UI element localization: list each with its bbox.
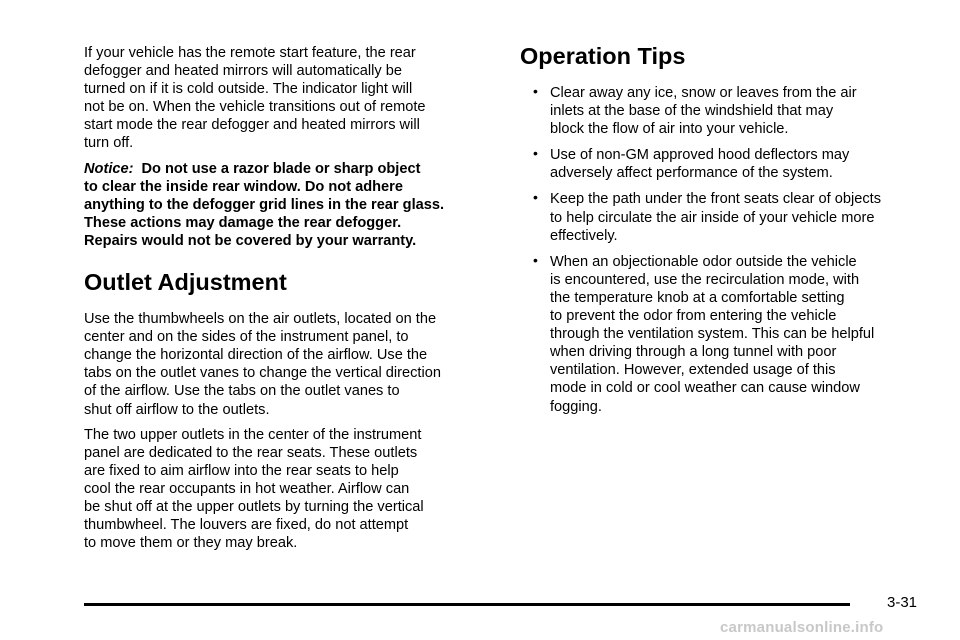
tip-text: Use of non-GM approved hood deflectors may adversely affect performance of the system. bbox=[550, 147, 850, 182]
bullet-icon: • bbox=[533, 145, 538, 162]
operation-tips-heading: Operation Tips bbox=[520, 43, 686, 69]
list-item bbox=[520, 146, 930, 182]
outlet-paragraph-1: Use the thumbwheels on the air outlets, located on the center and on the sides of the instrument panel, to change the horizontal direction of the airflow. Use the tabs on the outlet vanes to change the vertical direction of the airflow. Use the tabs on the outlet vanes to shut off airflow to the outlets. bbox=[84, 311, 441, 418]
notice-label: Notice: bbox=[84, 160, 134, 177]
left-column bbox=[84, 44, 494, 559]
bullet-icon: • bbox=[533, 189, 538, 206]
tip-text: Keep the path under the front seats clear of objects to help circulate the air inside of your vehicle more effectively. bbox=[550, 191, 882, 244]
right-column bbox=[520, 42, 930, 424]
tips-list bbox=[520, 84, 930, 416]
bullet-icon: • bbox=[533, 83, 538, 99]
outlet-paragraph-2: The two upper outlets in the center of the instrument panel are dedicated to the rear seats. These outlets are fixed to aim airflow into the rear seats to help cool the rear occupants in hot weather. Airflow can be shut off at the upper outlets by turning the vertical thumbwheel. The louvers are fixed, do not attempt to move them or they may break. bbox=[84, 426, 424, 552]
tip-text: When an objectionable odor outside the vehicle is encountered, use the recirculation mode, with the temperature knob at a comfortable setting to prevent the odor from entering the vehicle through the ventilation system. This can be helpful when driving through a long tunnel with poor ventilation. However, extended usage of this mode in cold or cool weather can cause window fogging. bbox=[550, 253, 875, 415]
footer-rule bbox=[84, 603, 850, 606]
list-item bbox=[520, 84, 930, 138]
page-number: 3-31 bbox=[887, 594, 918, 611]
tip-text: Clear away any ice, snow or leaves from the air inlets at the base of the windshield that may block the flow of air into your vehicle. bbox=[550, 85, 857, 138]
outlet-adjustment-heading: Outlet Adjustment bbox=[84, 269, 287, 296]
bullet-icon: • bbox=[533, 251, 538, 268]
notice-text: Do not use a razor blade or sharp object to clear the inside rear window. Do not adhere anything to the defogger grid lines in the rear glass. These actions may damage the rear defogger. Repairs would not be covered by your warranty. bbox=[84, 160, 445, 249]
list-item bbox=[520, 190, 930, 244]
notice-block bbox=[84, 160, 494, 250]
list-item bbox=[520, 253, 930, 416]
intro-paragraph: If your vehicle has the remote start feature, the rear defogger and heated mirrors will automatically be turned on if it is cold outside. The indicator light will not be on. When the vehicle transitions out of remote start mode the rear defogger and heated mirrors will turn off. bbox=[84, 45, 426, 152]
watermark: carmanualsonline.info bbox=[720, 619, 884, 636]
